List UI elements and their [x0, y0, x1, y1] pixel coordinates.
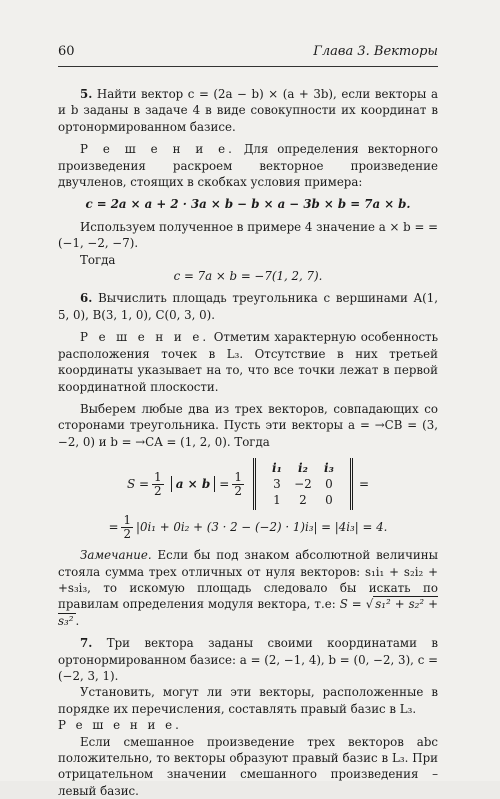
matrix-cell: 0 [325, 493, 333, 508]
solution-5-label: Р е ш е н и е. [80, 142, 235, 157]
problem-5-text: Найти вектор c = (2a − b) × (a + 3b), если векторы a и b заданы в задаче 4 в виде совокупности их координат в ортонормированном базисе. [58, 87, 439, 134]
sqrt-symbol: √ [365, 597, 374, 612]
page-number: 60 [58, 44, 75, 59]
det-fraction-2 [232, 471, 244, 498]
det-fraction-1 [152, 471, 164, 498]
result-prefix: = [108, 520, 119, 535]
header-rule [58, 66, 438, 67]
paragraph-then: Тогда [80, 252, 116, 267]
result-fraction [121, 514, 133, 541]
fraction-denominator: 2 [154, 483, 162, 498]
result-fraction-numerator: 1 [123, 513, 131, 528]
problem-6 [58, 290, 438, 323]
problem-5-number: 5. [80, 87, 93, 101]
determinant-result [58, 514, 438, 541]
determinant-matrix [253, 458, 353, 510]
problem-7-question: Установить, могут ли эти векторы, расположенные в порядке их перечисления, составлять правый базис в L₃. [58, 685, 438, 716]
paragraph-choose-vectors: Выберем любые два из трех векторов, совпадающих со сторонами треугольника. Пусть эти векторы a = →CB = (3, −2, 0) и b = →CA = (1, 2, 0). Тогда [58, 401, 438, 449]
matrix-cell: 1 [273, 493, 281, 508]
chapter-title: Глава 3. Векторы [313, 44, 438, 59]
cross-product-norm: a × b [171, 476, 216, 492]
paragraph-use-example4: Используем полученное в примере 4 значение a × b = = (−1, −2, −7). [58, 219, 438, 251]
solution-7-text: Если смешанное произведение трех векторов abc положительно, то векторы образуют правый базис в L₃. При отрицательном значении смешанного произведения – левый базис. [58, 734, 438, 798]
solution-7-label-text: Р е ш е н и е. [58, 718, 182, 733]
det-tail-equals: = [358, 476, 370, 491]
formula-5-result: c = 7a × b = −7(1, 2, 7). [173, 269, 323, 284]
problem-7 [58, 635, 438, 684]
solution-6-text: Отметим характерную особенность расположения точек в L₃. Отсутствие в них третьей координаты указывает на то, что все точки лежат в первой координатной плоскости. [58, 330, 439, 394]
formula-5-expansion: c = 2a × a + 2 · 3a × b − b × a − 3b × b = 7a × b. [85, 197, 411, 212]
solution-6 [58, 329, 438, 395]
matrix-cell: i₁ [272, 461, 282, 476]
matrix-cell: i₃ [324, 461, 334, 476]
matrix-cell: −2 [294, 477, 312, 492]
problem-5 [58, 86, 438, 135]
problem-6-number: 6. [80, 291, 93, 306]
problem-7-number: 7. [80, 636, 93, 651]
remark-label: Замечание. [80, 548, 152, 563]
remark [58, 547, 438, 629]
solution-5-text: Для определения векторного произведения раскроем векторное произведение двучленов, стоящих в скобках условия примера: [58, 142, 439, 190]
page-content [58, 80, 438, 799]
fraction-denominator-2: 2 [234, 483, 242, 498]
matrix-cell: 3 [273, 477, 281, 492]
determinant-grid [264, 460, 342, 508]
solution-7-label [58, 717, 438, 733]
matrix-cell: 0 [325, 477, 333, 492]
det-lhs: S = [126, 476, 150, 491]
problem-6-text: Вычислить площадь треугольника с вершинами A(1, 5, 0), B(3, 1, 0), C(0, 3, 0). [58, 291, 438, 322]
solution-5 [58, 141, 438, 190]
result-expression: |0i₁ + 0i₂ + (3 · 2 − (−2) · 1)i₃| = |4i₃| = 4. [135, 520, 388, 535]
matrix-cell: 2 [299, 493, 307, 508]
result-fraction-denominator: 2 [123, 527, 131, 542]
matrix-cell: i₂ [298, 461, 308, 476]
remark-formula-end: . [75, 613, 80, 628]
remark-text: Если бы под знаком абсолютной величины стояла сумма трех отличных от нуля векторов: s₁i₁ + s₂i₂ + +s₃i₃, то искомую площадь следовало бы искать по правилам определения модуля вектора, т.е: [58, 548, 438, 612]
problem-7-text: Три вектора заданы своими координатами в ортонормированном базисе: a = (2, −1, 4), b = (0, −2, 3), c = (−2, 3, 1). [58, 636, 438, 683]
det-equals: = [219, 476, 230, 491]
fraction-numerator-2: 1 [234, 469, 242, 484]
fraction-numerator: 1 [154, 469, 162, 484]
determinant-formula [58, 458, 438, 510]
page-header [58, 44, 438, 64]
remark-formula-lhs: S = [339, 597, 362, 612]
remark-formula-sqrt: s₁² + s₂² + s₃² [58, 597, 439, 628]
solution-6-label: Р е ш е н и е. [80, 330, 210, 345]
